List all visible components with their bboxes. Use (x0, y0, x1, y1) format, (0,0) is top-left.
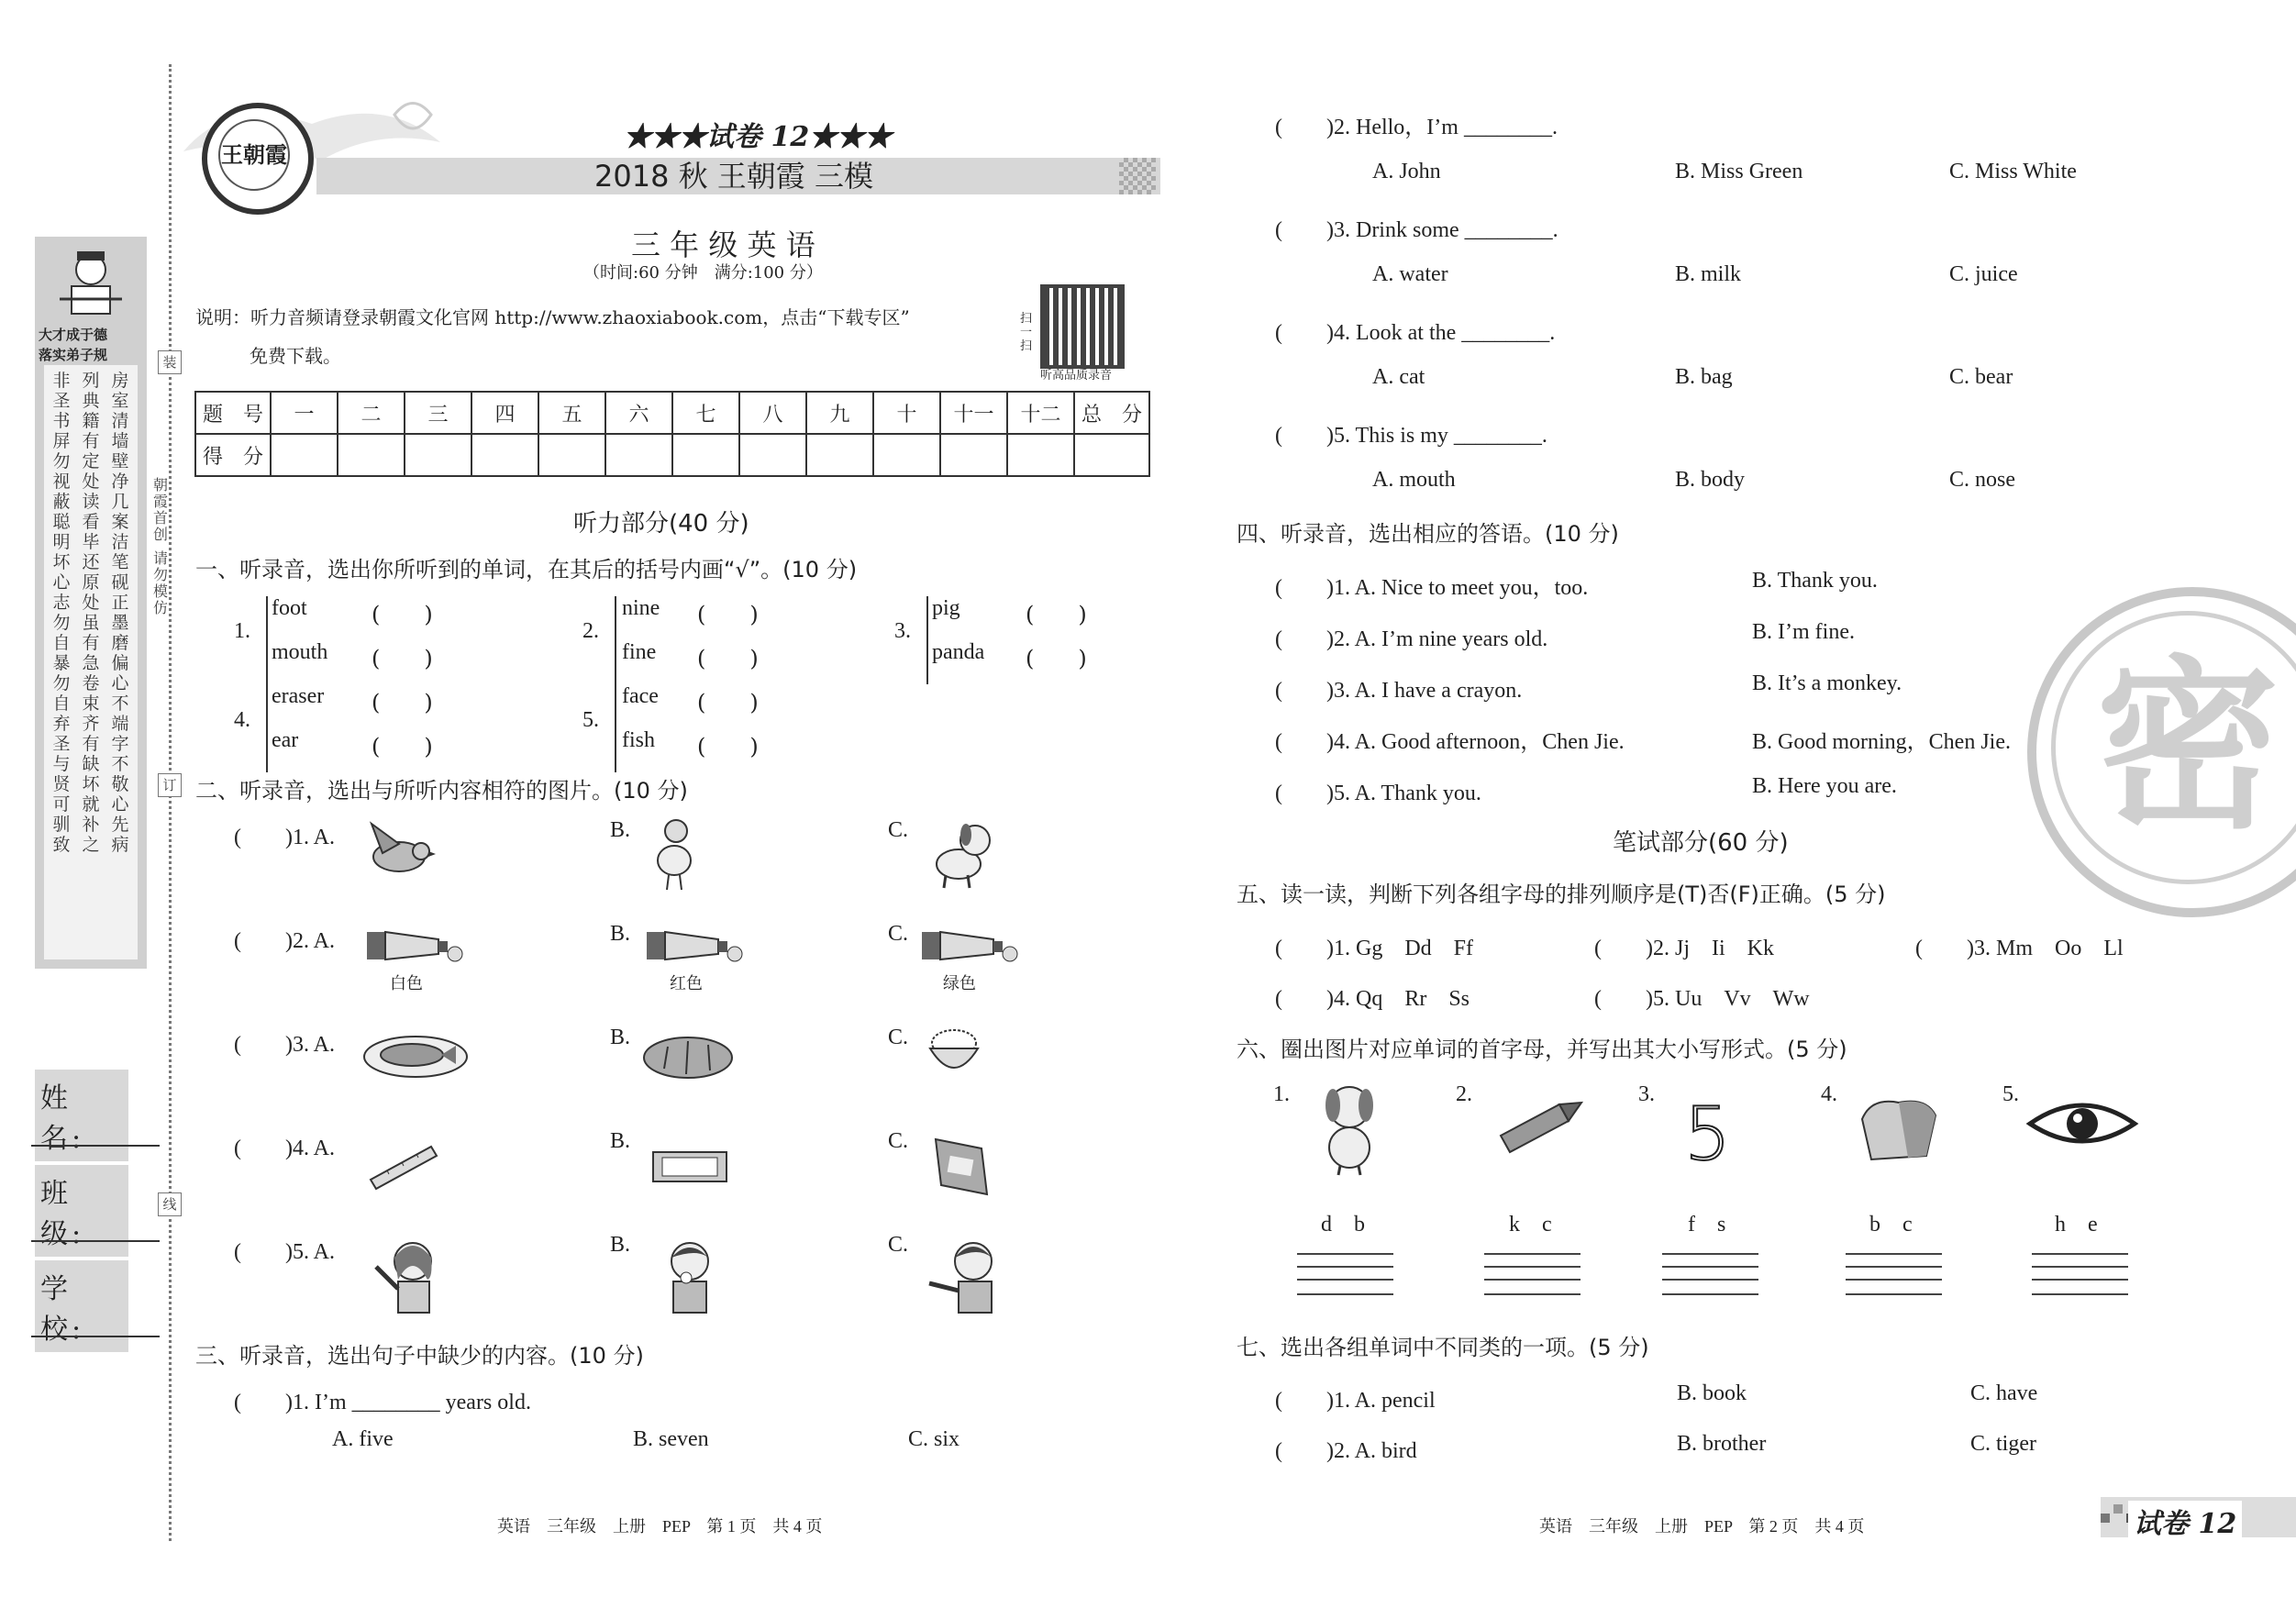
score-head-cell: 五 (538, 392, 605, 434)
section-7-title: 七、选出各组单词中不同类的一项。(5 分) (1237, 1335, 1649, 1360)
word-option: eraser (272, 684, 325, 708)
score-head-cell: 一 (271, 392, 338, 434)
word-option: mouth (272, 640, 328, 664)
option-b[interactable]: B. bag (1675, 365, 1733, 389)
question-text[interactable]: ( )4. Look at the ________. (1275, 321, 1556, 345)
letter-choices[interactable]: k c (1509, 1213, 1552, 1237)
bread-icon (640, 1032, 737, 1082)
option-c[interactable]: C. bear (1949, 365, 2013, 389)
listening-title: 听力部分(40 分) (573, 510, 749, 538)
school-label: 学 校: (35, 1260, 128, 1352)
question-text[interactable]: ( )2. Hello，I’m ________. (1275, 116, 1558, 139)
score-head-cell: 四 (471, 392, 538, 434)
word-option: face (622, 684, 659, 708)
group-number: 2. (582, 619, 599, 643)
option-label[interactable]: C. (888, 1233, 909, 1257)
paint-caption: 绿色 (943, 974, 976, 993)
paint-tube-green-icon (920, 926, 1021, 972)
seal-character: 密 (2051, 611, 2296, 884)
letter-choices[interactable]: f s (1688, 1213, 1726, 1237)
score-head-cell: 八 (739, 392, 806, 434)
score-cell[interactable] (538, 434, 605, 476)
answer-paren[interactable]: ( ) (372, 690, 433, 715)
bread-icon (1853, 1092, 1945, 1165)
answer-paren[interactable]: ( ) (697, 602, 759, 627)
motto-panel (35, 237, 147, 969)
question-text[interactable]: ( )5. This is my ________. (1275, 424, 1547, 448)
option-b[interactable]: B. seven (633, 1427, 709, 1451)
option-b[interactable]: B. Thank you. (1752, 569, 1878, 593)
question-text[interactable]: ( )3. A. I have a crayon. (1275, 679, 1523, 703)
score-header-row (195, 392, 1149, 434)
word-option: nine (622, 596, 660, 620)
cut-note-2: 请勿模仿 (152, 549, 168, 616)
paint-caption: 白色 (390, 974, 423, 993)
option-a[interactable]: A. mouth (1372, 468, 1456, 492)
option-label[interactable]: C. (888, 1129, 909, 1153)
logo-text: 王朝霞 (218, 119, 290, 191)
score-head-cell: 十一 (940, 392, 1007, 434)
question-text[interactable]: ( )4. A. Good afternoon，Chen Jie. (1275, 730, 1625, 754)
answer-paren[interactable]: ( ) (1026, 602, 1087, 627)
letter-question[interactable]: ( )1. Gg Dd Ff (1275, 937, 1473, 960)
answer-paren[interactable]: ( ) (697, 690, 759, 715)
score-head-cell: 十 (873, 392, 940, 434)
word-option: panda (932, 640, 985, 664)
motto-text-box (44, 365, 138, 959)
confidential-seal (2027, 587, 2296, 917)
instruction-line-1: 说明：听力音频请登录朝霞文化官网 http://www.zhaoxiabook.com，点击“下载专区” (195, 306, 910, 328)
section-1-title: 一、听录音，选出你所听到的单词，在其后的括号内画“√”。(10 分) (195, 557, 858, 582)
option-label[interactable]: B. (610, 1233, 631, 1257)
option-b[interactable]: B. Miss Green (1675, 160, 1803, 183)
boy-waving-icon (922, 1234, 1009, 1316)
page-title: 三 年 级 英 语 (631, 227, 815, 262)
question-text[interactable]: ( )1. A. Nice to meet you，too. (1275, 576, 1589, 600)
score-head-cell: 二 (338, 392, 405, 434)
motto-column-1: 非圣书屏勿视蔽聪明坏心志勿自暴勿自弃圣与贤可驯致 (52, 371, 71, 855)
pencil-box-icon (649, 1145, 732, 1189)
letter-question[interactable]: ( )3. Mm Oo Ll (1915, 937, 2124, 960)
score-cell[interactable] (471, 434, 538, 476)
paper-number: ★★★试卷 12★★★ (624, 121, 893, 153)
answer-paren[interactable]: ( ) (372, 602, 433, 627)
score-cell[interactable] (338, 434, 405, 476)
item-number: 4. (1821, 1082, 1837, 1106)
item-number: 1. (1273, 1082, 1290, 1106)
score-cell[interactable] (806, 434, 873, 476)
option-a[interactable]: A. five (332, 1427, 394, 1451)
paper-tag (2101, 1497, 2296, 1540)
cut-note-1: 朝霞首创 (152, 476, 168, 543)
qr-code-icon[interactable] (1040, 284, 1125, 369)
letter-question[interactable]: ( )5. Uu Vv Ww (1594, 987, 1810, 1011)
group-number: 4. (234, 708, 250, 732)
score-row-label: 得 分 (195, 434, 271, 476)
option-b[interactable]: B. brother (1677, 1432, 1767, 1456)
score-head-total: 总 分 (1074, 392, 1149, 434)
score-cell[interactable] (271, 434, 338, 476)
motto-top-1: 大才成于德 (39, 327, 108, 343)
group-number: 3. (894, 619, 911, 643)
word-option: fine (622, 640, 657, 664)
question-text[interactable]: ( )5. A. Thank you. (1275, 782, 1481, 805)
word-option: ear (272, 728, 299, 752)
answer-paren[interactable]: ( ) (697, 646, 759, 671)
score-cell[interactable] (739, 434, 806, 476)
option-c[interactable]: C. nose (1949, 468, 2015, 492)
score-cell[interactable] (405, 434, 471, 476)
rice-bowl-icon (926, 1023, 982, 1087)
dog-icon (922, 818, 1004, 892)
option-a[interactable]: A. water (1372, 262, 1448, 286)
option-c[interactable]: C. Miss White (1949, 160, 2077, 183)
name-field[interactable] (31, 1145, 160, 1147)
word-option: foot (272, 596, 307, 620)
paper-tag-text: 试卷 12 (2128, 1501, 2242, 1541)
option-b[interactable]: B. milk (1675, 262, 1742, 286)
fish-dish-icon (360, 1026, 471, 1081)
option-label[interactable]: C. (888, 818, 909, 842)
letter-choices[interactable]: d b (1321, 1213, 1365, 1237)
score-head-cell: 三 (405, 392, 471, 434)
option-label[interactable]: C. (888, 1026, 909, 1049)
option-a[interactable]: A. cat (1372, 365, 1425, 389)
writing-title: 笔试部分(60 分) (1613, 829, 1789, 857)
class-label: 班 级: (35, 1165, 128, 1257)
option-label[interactable]: C. (888, 922, 909, 946)
option-b[interactable]: B. book (1677, 1381, 1747, 1405)
motto-column-2: 列典籍有定处读看毕还原处虽有急卷束齐有缺坏就补之 (82, 371, 100, 855)
score-cell[interactable] (873, 434, 940, 476)
option-b[interactable]: B. I’m fine. (1752, 620, 1855, 644)
option-c[interactable]: C. have (1970, 1381, 2038, 1405)
qr-caption: 听高品质录音 (1040, 369, 1113, 383)
answer-paren[interactable]: ( ) (372, 734, 433, 760)
word-option: fish (622, 728, 655, 752)
question-label[interactable]: ( )4. A. (234, 1137, 335, 1160)
item-number: 3. (1638, 1082, 1655, 1106)
girl-waving-icon (367, 1234, 445, 1316)
question-label[interactable]: ( )2. A. (234, 929, 335, 953)
letter-question[interactable]: ( )4. Qq Rr Ss (1275, 987, 1470, 1011)
number-five-icon: 5 (1684, 1092, 1731, 1177)
crayon-icon (1495, 1093, 1587, 1158)
option-b[interactable]: B. body (1675, 468, 1746, 492)
option-b[interactable]: B. Here you are. (1752, 774, 1897, 798)
ruler-icon (367, 1137, 440, 1192)
letter-choices[interactable]: b c (1869, 1213, 1913, 1237)
score-head-cell: 十二 (1007, 392, 1074, 434)
option-c[interactable]: C. juice (1949, 262, 2018, 286)
question-text[interactable]: ( )2. A. I’m nine years old. (1275, 627, 1548, 651)
time-info: （时间:60 分钟 满分:100 分） (583, 263, 823, 283)
score-cell[interactable] (1074, 434, 1149, 476)
question-text[interactable]: ( )2. A. bird (1275, 1439, 1417, 1463)
motto-top-2: 落实弟子规 (39, 347, 108, 363)
option-b[interactable]: B. Good morning，Chen Jie. (1752, 730, 2011, 754)
eye-icon (2023, 1096, 2142, 1151)
option-label[interactable]: B. (610, 818, 631, 842)
section-3-title: 三、听录音，选出句子中缺少的内容。(10 分) (195, 1343, 644, 1369)
qr-side-text: 扫一扫 (1020, 312, 1033, 353)
score-value-row (195, 434, 1149, 476)
paint-tube-white-icon (365, 926, 466, 972)
instruction-line-2: 免费下载。 (250, 345, 341, 367)
question-text[interactable]: ( )1. A. pencil (1275, 1389, 1436, 1413)
cut-mark-1: 装 (158, 350, 182, 374)
brand-logo (202, 103, 314, 215)
section-2-title: 二、听录音，选出与所听内容相符的图片。(10 分) (195, 778, 688, 804)
score-head-cell: 九 (806, 392, 873, 434)
exam-banner-title: 2018 秋 王朝霞 三模 (594, 159, 873, 194)
bird-icon (362, 816, 436, 885)
group-number: 5. (582, 708, 599, 732)
cut-mark-2: 订 (158, 773, 182, 797)
word-option: pig (932, 596, 960, 620)
option-label[interactable]: B. (610, 1129, 631, 1153)
question-label[interactable]: ( )5. A. (234, 1240, 335, 1264)
score-head-label: 题 号 (195, 392, 271, 434)
boy-eating-icon (653, 1234, 727, 1316)
question-label[interactable]: ( )3. A. (234, 1033, 335, 1057)
score-table (194, 391, 1150, 477)
score-head-cell: 六 (605, 392, 672, 434)
option-c[interactable]: C. tiger (1970, 1432, 2036, 1456)
section-4-title: 四、听录音，选出相应的答语。(10 分) (1237, 521, 1619, 547)
question-text[interactable]: ( )1. I’m ________ years old. (234, 1391, 531, 1414)
paint-tube-red-icon (645, 926, 746, 972)
score-cell[interactable] (672, 434, 739, 476)
option-label[interactable]: B. (610, 1026, 631, 1049)
score-cell[interactable] (1007, 434, 1074, 476)
section-6-title: 六、圈出图片对应单词的首字母，并写出其大小写形式。(5 分) (1237, 1037, 1847, 1062)
group-number: 1. (234, 619, 250, 643)
answer-paren[interactable]: ( ) (372, 646, 433, 671)
item-number: 2. (1456, 1082, 1472, 1106)
answer-paren[interactable]: ( ) (1026, 646, 1087, 671)
question-label[interactable]: ( )1. A. (234, 826, 335, 849)
item-number: 5. (2002, 1082, 2019, 1106)
section-5-title: 五、读一读，判断下列各组字母的排列顺序是(T)否(F)正确。(5 分) (1237, 882, 1886, 907)
cut-mark-3: 线 (158, 1192, 182, 1216)
book-icon (926, 1130, 1000, 1203)
footer-right: 英语 三年级 上册 PEP 第 2 页 共 4 页 (1539, 1517, 1865, 1536)
motto-column-3: 房室清墙壁净几案洁笔砚正墨磨偏心不端字不敬心先病 (111, 371, 129, 855)
option-label[interactable]: B. (610, 922, 631, 946)
scholar-icon (55, 246, 127, 319)
banner-pattern (1119, 158, 1156, 194)
score-cell[interactable] (940, 434, 1007, 476)
dog-icon (1307, 1078, 1390, 1179)
name-label: 姓 名: (35, 1070, 128, 1161)
letter-choices[interactable]: h e (2055, 1213, 2098, 1237)
school-field[interactable] (31, 1336, 160, 1337)
score-cell[interactable] (605, 434, 672, 476)
class-field[interactable] (31, 1240, 160, 1242)
option-a[interactable]: A. John (1372, 160, 1441, 183)
duck-icon (647, 815, 702, 893)
option-c[interactable]: C. six (908, 1427, 960, 1451)
letter-question[interactable]: ( )2. Jj Ii Kk (1594, 937, 1774, 960)
footer-left: 英语 三年级 上册 PEP 第 1 页 共 4 页 (497, 1517, 823, 1536)
paint-caption: 红色 (670, 974, 703, 993)
answer-paren[interactable]: ( ) (697, 734, 759, 760)
option-b[interactable]: B. It’s a monkey. (1752, 671, 1902, 695)
binding-dashed-line (169, 64, 172, 1541)
score-head-cell: 七 (672, 392, 739, 434)
question-text[interactable]: ( )3. Drink some ________. (1275, 218, 1558, 242)
